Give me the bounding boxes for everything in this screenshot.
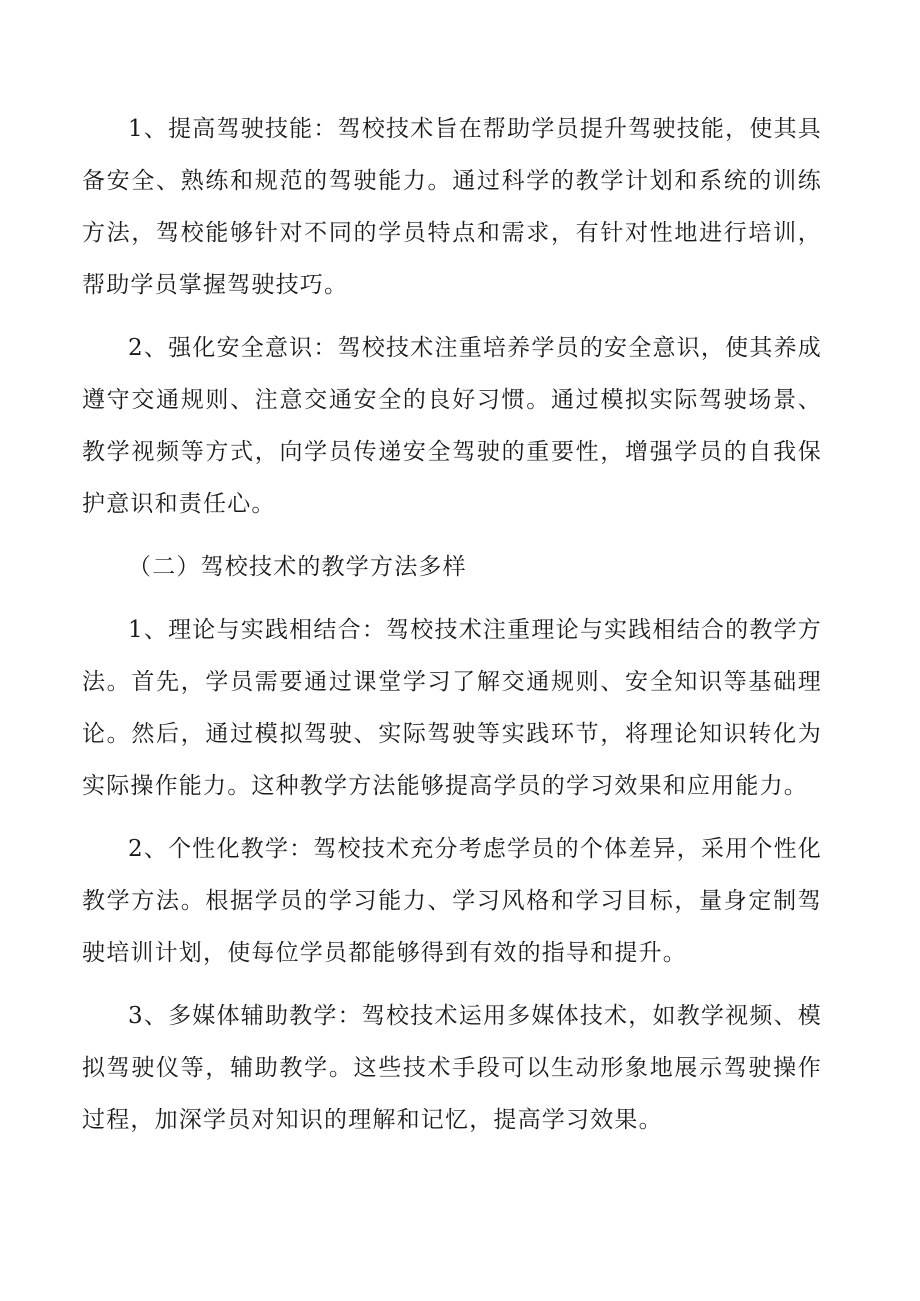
paragraph-improve-driving-skills: 1、提高驾驶技能：驾校技术旨在帮助学员提升驾驶技能，使其具备安全、熟练和规范的驾驶能力。通过科学的教学计划和系统的训练方法，驾校能够针对不同的学员特点和需求，有针对性地进行培训，帮助学员掌握驾驶技巧。 xyxy=(82,116,822,298)
section-heading-teaching-methods: （二）驾校技术的教学方法多样 xyxy=(128,554,467,580)
paragraph-multimedia-teaching: 3、多媒体辅助教学：驾校技术运用多媒体技术，如教学视频、模拟驾驶仪等，辅助教学。这些技术手段可以生动形象地展示驾驶操作过程，加深学员对知识的理解和记忆，提高学习效果。 xyxy=(82,1003,822,1133)
document-body xyxy=(82,103,822,1157)
paragraph-theory-and-practice: 1、理论与实践相结合：驾校技术注重理论与实践相结合的教学方法。首先，学员需要通过课堂学习了解交通规则、安全知识等基础理论。然后，通过模拟驾驶、实际驾驶等实践环节，将理论知识转化为实际操作能力。这种教学方法能够提高学员的学习效果和应用能力。 xyxy=(82,617,822,799)
paragraph-safety-awareness: 2、强化安全意识：驾校技术注重培养学员的安全意识，使其养成遵守交通规则、注意交通安全的良好习惯。通过模拟实际驾驶场景、教学视频等方式，向学员传递安全驾驶的重要性，增强学员的自我保护意识和责任心。 xyxy=(82,335,822,517)
paragraph-personalized-teaching: 2、个性化教学：驾校技术充分考虑学员的个体差异，采用个性化教学方法。根据学员的学习能力、学习风格和学习目标，量身定制驾驶培训计划，使每位学员都能够得到有效的指导和提升。 xyxy=(82,836,822,966)
